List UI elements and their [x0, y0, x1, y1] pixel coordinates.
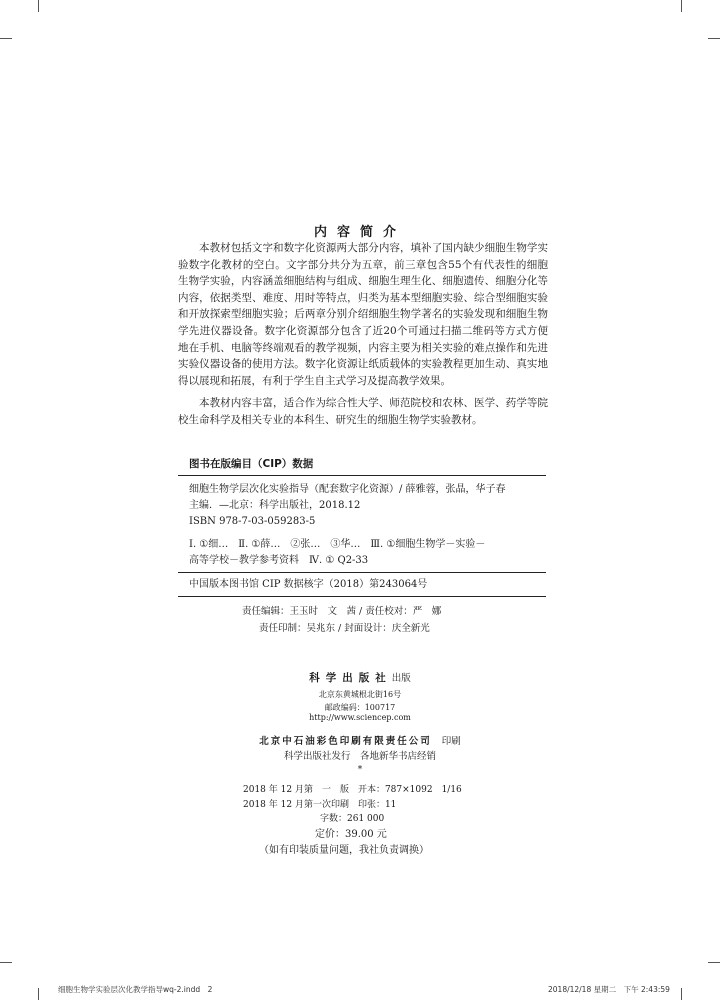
separator-star: * — [357, 765, 363, 775]
cip-rule-bottom — [178, 596, 546, 597]
cip-classification-2: 高等学校－教学参考资料 Ⅳ. ① Q2-33 — [189, 555, 369, 566]
publisher-address: 北京东黄城根北街16号 — [318, 690, 402, 699]
cip-isbn: ISBN 978-7-03-059283-5 — [189, 516, 316, 527]
crop-mark — [708, 38, 720, 39]
edition-words: 字数：261 000 — [320, 814, 385, 824]
cip-line-1: 细胞生物学层次化实验指导（配套数字化资源）/ 薛雅蓉，张晶，华子春 — [189, 484, 506, 495]
publisher-line — [0, 666, 720, 685]
publisher-postcode: 邮政编码：100717 — [324, 703, 396, 712]
cip-heading: 图书在版编目（CIP）数据 — [189, 458, 314, 470]
crop-mark — [38, 0, 39, 12]
publisher-suffix: 出版 — [391, 673, 411, 684]
printer-line — [0, 729, 720, 748]
cip-catalog-number: 中国版本图书馆 CIP 数据核字（2018）第243064号 — [189, 579, 428, 590]
crop-mark — [681, 0, 682, 12]
publisher-url: http://www.sciencep.com — [309, 713, 411, 722]
crop-mark — [38, 988, 39, 1000]
distribution-line: 科学出版社发行 各地新华书店经销 — [283, 751, 436, 762]
intro-paragraph-2: 本教材内容丰富，适合作为综合性大学、师范院校和农林、医学、药学等院校生命科学及相关专业的本科生、研究生的细胞生物学实验教材。 — [178, 397, 548, 426]
printer-suffix: 印刷 — [441, 736, 461, 747]
crop-mark — [681, 988, 682, 1000]
crop-mark — [708, 962, 720, 963]
footer-filename: 细胞生物学实验层次化教学指导wq-2.indd 2 — [58, 985, 213, 994]
intro-paragraph-1: 本教材包括文字和数字化资源两大部分内容，填补了国内缺少细胞生物学实验数字化教材的空白。文字部分共分为五章，前三章包含55个有代表性的细胞生物学实验，内容涵盖细胞结构与组成、细胞生理生化、细胞遗传、细胞分化等内容，依据类型、难度、用时等特点，归类为基本型细胞实验、综合型细胞实验和开放探索型细胞实验；后两章分别介绍细胞生物学著名的实验发现和细胞生物学先进仪器设备。数字化资源部分包含了近20个可通过扫描二维码等方式方便地在手机、电脑等终端观看的教学视频，内容主要为相关实验的难点操作和先进实验仪器设备的使用方法。数字化资源让纸质载体的实验教程更加生动、真实地得以展现和拓展，有利于学生自主式学习及提高教学效果。 — [178, 242, 548, 387]
quality-notice: （如有印装质量问题，我社负责调换） — [259, 845, 429, 856]
printer-name: 北京中石油彩色印刷有限责任公司 — [259, 736, 432, 747]
cip-classification-1: Ⅰ. ①细… Ⅱ. ①薛… ②张… ③华… Ⅲ. ①细胞生物学－实验－ — [189, 539, 486, 550]
staff-editors: 责任编辑：王玉时 文 茜 / 责任校对：严 娜 — [242, 606, 442, 617]
staff-production: 责任印制：吴兆东 / 封面设计：庆全新光 — [259, 623, 430, 634]
publisher-name: 科学出版社 — [309, 672, 392, 684]
price: 定价：39.00 元 — [315, 829, 387, 840]
intro-title: 内容简介 — [313, 225, 406, 240]
cip-rule-top — [178, 475, 546, 476]
cip-line-2: 主编．—北京：科学出版社，2018.12 — [189, 500, 361, 511]
edition-line-1: 2018 年 12 月第 一 版 开本：787×1092 1/16 — [243, 785, 462, 795]
edition-line-2: 2018 年 12 月第一次印刷 印张：11 — [243, 800, 397, 810]
crop-mark — [0, 38, 12, 39]
footer-timestamp: 2018/12/18 星期二 下午 2:43:59 — [548, 985, 670, 994]
crop-mark — [0, 962, 12, 963]
cip-rule-middle — [178, 572, 546, 573]
